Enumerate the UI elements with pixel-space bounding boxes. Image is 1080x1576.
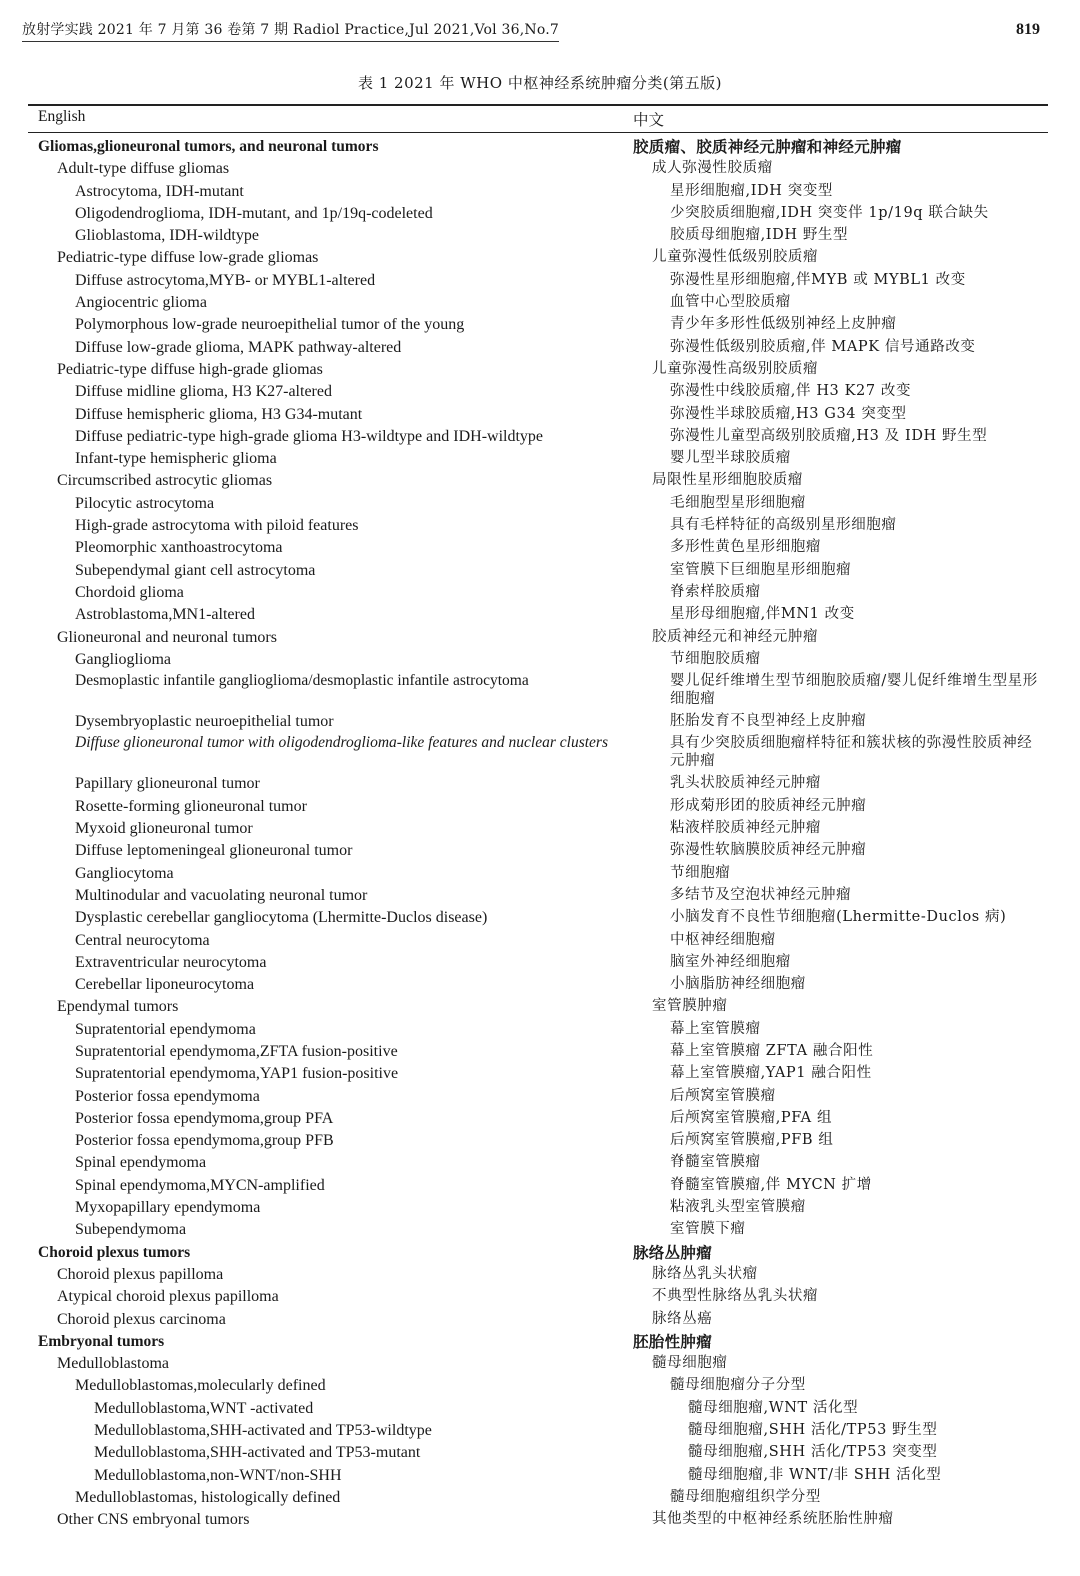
table-row xyxy=(0,182,1080,204)
english-term: Diffuse astrocytoma,MYB- or MYBL1-altered xyxy=(75,271,376,289)
journal-citation: 放射学实践 2021 年 7 月第 36 卷第 7 期 Radiol Practice,Jul 2021,Vol 36,No.7 xyxy=(22,19,559,42)
table-row xyxy=(0,382,1080,404)
table-row xyxy=(0,841,1080,863)
english-term: Subependymal giant cell astrocytoma xyxy=(75,561,316,579)
table-row xyxy=(0,516,1080,538)
english-term: Central neurocytoma xyxy=(75,931,210,949)
chinese-term: 中枢神经细胞瘤 xyxy=(670,931,776,948)
table-row xyxy=(0,338,1080,360)
english-term: Desmoplastic infantile ganglioglioma/desmoplastic infantile astrocytoma xyxy=(75,672,529,690)
chinese-term: 脊髓室管膜瘤 xyxy=(670,1154,761,1171)
english-term: Circumscribed astrocytic gliomas xyxy=(57,472,273,490)
table-row xyxy=(0,1399,1080,1421)
english-term: Diffuse midline glioma, H3 K27-altered xyxy=(75,383,332,401)
chinese-term: 多结节及空泡状神经元肿瘤 xyxy=(670,886,852,903)
english-term: Pediatric-type diffuse low-grade gliomas xyxy=(57,249,319,267)
english-term: Medulloblastoma,SHH-activated and TP53-mutant xyxy=(94,1444,421,1462)
table-row xyxy=(0,1265,1080,1287)
english-term: Extraventricular neurocytoma xyxy=(75,953,267,971)
english-term: Pilocytic astrocytoma xyxy=(75,494,215,512)
table-row xyxy=(0,1131,1080,1153)
chinese-term: 局限性星形细胞胶质瘤 xyxy=(652,472,803,489)
table-row xyxy=(0,712,1080,734)
english-term: Dysembryoplastic neuroepithelial tumor xyxy=(75,713,334,731)
english-term: Cerebellar liponeurocytoma xyxy=(75,976,255,994)
english-term: Glioneuronal and neuronal tumors xyxy=(57,628,277,646)
chinese-term: 髓母细胞瘤,SHH 活化/TP53 突变型 xyxy=(688,1444,938,1461)
chinese-term: 粘液样胶质神经元肿瘤 xyxy=(670,820,821,837)
table-header-rule xyxy=(28,132,1048,133)
table-row xyxy=(0,908,1080,930)
table-row xyxy=(0,1220,1080,1242)
english-term: Choroid plexus papilloma xyxy=(57,1265,224,1283)
english-term: Supratentorial ependymoma xyxy=(75,1020,256,1038)
table-row xyxy=(0,1488,1080,1510)
chinese-term: 星形细胞瘤,IDH 突变型 xyxy=(670,182,834,199)
english-term: Pleomorphic xanthoastrocytoma xyxy=(75,539,283,557)
chinese-term: 粘液乳头型室管膜瘤 xyxy=(670,1199,806,1216)
table-row xyxy=(0,1243,1080,1265)
table-row xyxy=(0,449,1080,471)
english-term: Spinal ependymoma,MYCN-amplified xyxy=(75,1176,325,1194)
table-caption: 表 1 2021 年 WHO 中枢神经系统肿瘤分类(第五版) xyxy=(357,74,723,92)
english-term: Polymorphous low-grade neuroepithelial tumor of the young xyxy=(75,316,465,334)
english-term: Medulloblastomas,molecularly defined xyxy=(75,1377,326,1395)
english-term: Choroid plexus tumors xyxy=(38,1243,191,1261)
table-row xyxy=(0,248,1080,270)
chinese-term: 血管中心型胶质瘤 xyxy=(670,294,791,311)
table-row xyxy=(0,931,1080,953)
english-term: Papillary glioneuronal tumor xyxy=(75,775,260,793)
table-row xyxy=(0,774,1080,796)
chinese-term: 星形母细胞瘤,伴MN1 改变 xyxy=(670,606,855,623)
chinese-term: 幕上室管膜瘤 ZFTA 融合阳性 xyxy=(670,1042,874,1059)
table-row xyxy=(0,1153,1080,1175)
table-row xyxy=(0,997,1080,1019)
english-term: Diffuse glioneuronal tumor with oligodendroglioma-like features and nuclear clusters xyxy=(75,734,608,752)
chinese-term: 乳头状胶质神经元肿瘤 xyxy=(670,775,821,792)
chinese-term: 小脑发育不良性节细胞瘤(Lhermitte-Duclos 病) xyxy=(670,909,1007,926)
table-row xyxy=(0,1176,1080,1198)
chinese-term: 胚胎发育不良型神经上皮肿瘤 xyxy=(670,713,867,730)
table-row xyxy=(0,159,1080,181)
chinese-term: 儿童弥漫性低级别胶质瘤 xyxy=(652,249,819,266)
table-row xyxy=(0,1087,1080,1109)
chinese-term: 具有毛样特征的高级别星形细胞瘤 xyxy=(670,517,897,534)
english-term: Medulloblastoma xyxy=(57,1355,169,1373)
chinese-term: 弥漫性中线胶质瘤,伴 H3 K27 改变 xyxy=(670,383,912,400)
english-term: Atypical choroid plexus papilloma xyxy=(57,1288,279,1306)
english-term: Angiocentric glioma xyxy=(75,294,207,312)
chinese-term: 脉络丛肿瘤 xyxy=(633,1242,713,1262)
chinese-term: 胚胎性肿瘤 xyxy=(633,1331,713,1351)
chinese-term: 髓母细胞瘤 xyxy=(652,1355,728,1372)
english-term: Choroid plexus carcinoma xyxy=(57,1310,226,1328)
english-term: Astroblastoma,MN1-altered xyxy=(75,606,255,624)
table-row xyxy=(0,1198,1080,1220)
english-term: Supratentorial ependymoma,YAP1 fusion-positive xyxy=(75,1065,399,1083)
page-number: 819 xyxy=(1016,21,1040,38)
table-row xyxy=(0,975,1080,997)
column-header-chinese: 中文 xyxy=(633,111,665,129)
table-row xyxy=(0,1510,1080,1532)
table-row xyxy=(0,1421,1080,1443)
table-row xyxy=(0,886,1080,908)
chinese-term: 小脑脂肪神经细胞瘤 xyxy=(670,976,806,993)
chinese-term: 胶质瘤、胶质神经元肿瘤和神经元肿瘤 xyxy=(633,137,902,156)
chinese-term: 形成菊形团的胶质神经元肿瘤 xyxy=(670,797,867,814)
chinese-term: 成人弥漫性胶质瘤 xyxy=(652,160,773,177)
chinese-term: 后颅窝室管膜瘤,PFA 组 xyxy=(670,1109,833,1126)
english-term: Medulloblastoma,WNT -activated xyxy=(94,1399,314,1417)
english-term: Posterior fossa ependymoma,group PFB xyxy=(75,1132,334,1150)
chinese-term: 胶质母细胞瘤,IDH 野生型 xyxy=(670,227,849,244)
english-term: Glioblastoma, IDH-wildtype xyxy=(75,227,259,245)
table-row xyxy=(0,797,1080,819)
english-term: Chordoid glioma xyxy=(75,583,184,601)
table-row xyxy=(0,271,1080,293)
english-term: Multinodular and vacuolating neuronal tumor xyxy=(75,886,368,904)
chinese-term: 髓母细胞瘤,WNT 活化型 xyxy=(688,1399,859,1416)
table-row xyxy=(0,1376,1080,1398)
table-row xyxy=(0,864,1080,886)
table-row xyxy=(0,494,1080,516)
table-row xyxy=(0,1443,1080,1465)
chinese-term: 脑室外神经细胞瘤 xyxy=(670,953,791,970)
chinese-term: 少突胶质细胞瘤,IDH 突变伴 1p/19q 联合缺失 xyxy=(670,204,989,221)
english-term: Infant-type hemispheric glioma xyxy=(75,450,277,468)
table-row xyxy=(0,1354,1080,1376)
table-row xyxy=(0,650,1080,672)
table-row xyxy=(0,1109,1080,1131)
chinese-term: 节细胞瘤 xyxy=(670,864,731,881)
table-row xyxy=(0,226,1080,248)
table-row xyxy=(0,315,1080,337)
chinese-term: 胶质神经元和神经元肿瘤 xyxy=(652,628,819,645)
english-term: Diffuse leptomeningeal glioneuronal tumor xyxy=(75,842,353,860)
table-top-rule xyxy=(28,104,1048,106)
table-row xyxy=(0,1064,1080,1086)
chinese-term: 多形性黄色星形细胞瘤 xyxy=(670,539,821,556)
chinese-term: 脉络丛癌 xyxy=(652,1310,713,1327)
english-term: Rosette-forming glioneuronal tumor xyxy=(75,797,307,815)
table-row xyxy=(0,1287,1080,1309)
english-term: Embryonal tumors xyxy=(38,1332,165,1350)
english-term: Myxoid glioneuronal tumor xyxy=(75,820,253,838)
table-row xyxy=(0,538,1080,560)
english-term: Posterior fossa ependymoma,group PFA xyxy=(75,1109,334,1127)
english-term: Diffuse low-grade glioma, MAPK pathway-altered xyxy=(75,338,402,356)
table-row xyxy=(0,1310,1080,1332)
chinese-term: 其他类型的中枢神经系统胚胎性肿瘤 xyxy=(652,1511,894,1528)
chinese-term: 弥漫性低级别胶质瘤,伴 MAPK 信号通路改变 xyxy=(670,338,976,355)
chinese-term: 脊髓室管膜瘤,伴 MYCN 扩增 xyxy=(670,1176,872,1193)
english-term: Diffuse hemispheric glioma, H3 G34-mutant xyxy=(75,405,363,423)
english-term: Gliomas,glioneuronal tumors, and neuronal tumors xyxy=(38,138,379,155)
table-row xyxy=(0,819,1080,841)
chinese-term: 幕上室管膜瘤,YAP1 融合阳性 xyxy=(670,1065,872,1082)
table-row xyxy=(0,1020,1080,1042)
english-term: Medulloblastoma,SHH-activated and TP53-wildtype xyxy=(94,1422,432,1440)
english-term: High-grade astrocytoma with piloid features xyxy=(75,517,359,535)
table-row xyxy=(0,628,1080,650)
chinese-term: 弥漫性软脑膜胶质神经元肿瘤 xyxy=(670,842,867,859)
english-term: Pediatric-type diffuse high-grade gliomas xyxy=(57,360,323,378)
chinese-term: 儿童弥漫性高级别胶质瘤 xyxy=(652,360,819,377)
table-row xyxy=(0,360,1080,382)
running-head xyxy=(22,18,1040,42)
english-term: Diffuse pediatric-type high-grade glioma H3-wildtype and IDH-wildtype xyxy=(75,427,544,445)
chinese-term: 室管膜下瘤 xyxy=(670,1221,746,1238)
chinese-term: 幕上室管膜瘤 xyxy=(670,1020,761,1037)
chinese-term: 髓母细胞瘤,非 WNT/非 SHH 活化型 xyxy=(688,1466,942,1483)
chinese-term: 弥漫性星形细胞瘤,伴MYB 或 MYBL1 改变 xyxy=(670,271,966,288)
english-term: Myxopapillary ependymoma xyxy=(75,1199,261,1217)
english-term: Astrocytoma, IDH-mutant xyxy=(75,182,244,200)
english-term: Medulloblastoma,non-WNT/non-SHH xyxy=(94,1466,342,1484)
table-row xyxy=(0,204,1080,226)
english-term: Oligodendroglioma, IDH-mutant, and 1p/19q-codeleted xyxy=(75,204,433,222)
chinese-term: 后颅窝室管膜瘤 xyxy=(670,1087,776,1104)
table-row xyxy=(0,427,1080,449)
chinese-term: 不典型性脉络丛乳头状瘤 xyxy=(652,1288,819,1305)
english-term: Adult-type diffuse gliomas xyxy=(57,160,230,178)
table-row xyxy=(0,953,1080,975)
chinese-term: 具有少突胶质细胞瘤样特征和簇状核的弥漫性胶质神经元肿瘤 xyxy=(670,735,1033,770)
classification-table-body xyxy=(0,137,1080,1533)
table-row xyxy=(0,583,1080,605)
english-term: Gangliocytoma xyxy=(75,864,174,882)
english-term: Subependymoma xyxy=(75,1221,187,1239)
chinese-term: 弥漫性半球胶质瘤,H3 G34 突变型 xyxy=(670,405,907,422)
english-term: Ependymal tumors xyxy=(57,998,179,1016)
chinese-term: 毛细胞型星形细胞瘤 xyxy=(670,494,806,511)
table-row xyxy=(0,471,1080,493)
english-term: Spinal ependymoma xyxy=(75,1154,207,1172)
table-row xyxy=(0,1042,1080,1064)
chinese-term: 弥漫性儿童型高级别胶质瘤,H3 及 IDH 野生型 xyxy=(670,427,988,444)
english-term: Dysplastic cerebellar gangliocytoma (Lhermitte-Duclos disease) xyxy=(75,909,488,927)
chinese-term: 室管膜肿瘤 xyxy=(652,998,728,1015)
english-term: Supratentorial ependymoma,ZFTA fusion-positive xyxy=(75,1042,398,1060)
table-row xyxy=(0,561,1080,583)
chinese-term: 髓母细胞瘤组织学分型 xyxy=(670,1488,821,1505)
table-row xyxy=(0,293,1080,315)
chinese-term: 脉络丛乳头状瘤 xyxy=(652,1265,758,1282)
chinese-term: 髓母细胞瘤分子分型 xyxy=(670,1377,806,1394)
english-term: Posterior fossa ependymoma xyxy=(75,1087,260,1105)
chinese-term: 后颅窝室管膜瘤,PFB 组 xyxy=(670,1132,834,1149)
chinese-term: 室管膜下巨细胞星形细胞瘤 xyxy=(670,561,852,578)
table-row xyxy=(0,1332,1080,1354)
chinese-term: 节细胞胶质瘤 xyxy=(670,650,761,667)
chinese-term: 婴儿型半球胶质瘤 xyxy=(670,450,791,467)
column-header-english: English xyxy=(38,108,86,125)
english-term: Other CNS embryonal tumors xyxy=(57,1511,250,1529)
chinese-term: 青少年多形性低级别神经上皮肿瘤 xyxy=(670,316,897,333)
chinese-term: 婴儿促纤维增生型节细胞胶质瘤/婴儿促纤维增生型星形细胞瘤 xyxy=(670,673,1038,708)
english-term: Ganglioglioma xyxy=(75,650,171,668)
table-row xyxy=(0,734,1080,774)
table-row xyxy=(0,672,1080,712)
table-row xyxy=(0,1466,1080,1488)
english-term: Medulloblastomas, histologically defined xyxy=(75,1488,341,1506)
table-row xyxy=(0,605,1080,627)
table-row xyxy=(0,405,1080,427)
chinese-term: 脊索样胶质瘤 xyxy=(670,583,761,600)
table-row xyxy=(0,137,1080,159)
chinese-term: 髓母细胞瘤,SHH 活化/TP53 野生型 xyxy=(688,1422,938,1439)
